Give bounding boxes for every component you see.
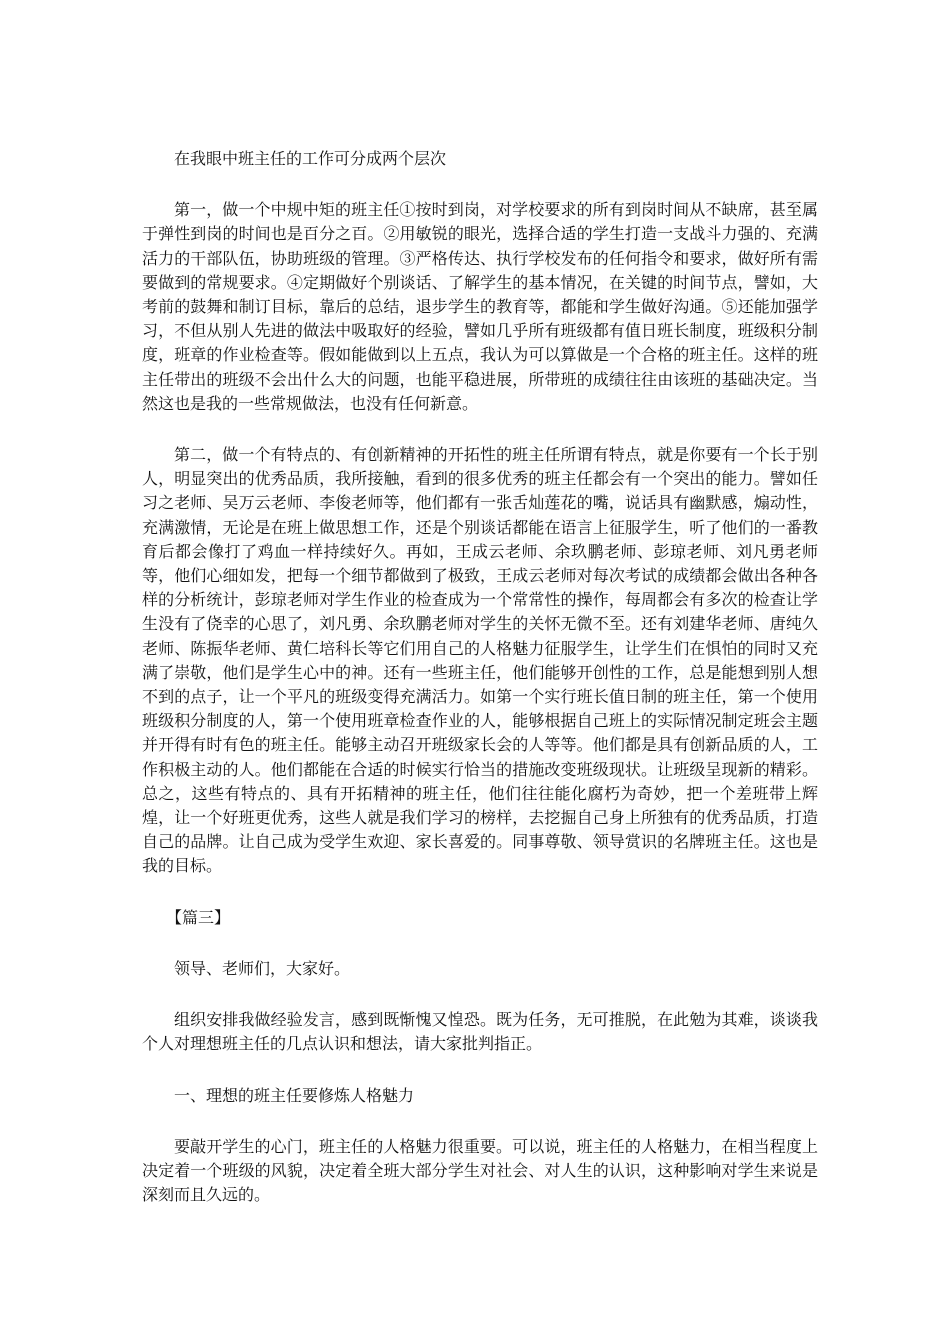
paragraph: 组织安排我做经验发言，感到既惭愧又惶恐。既为任务，无可推脱，在此勉为其难，谈谈我个人对理想班主任的几点认识和想法，请大家批判指正。 bbox=[142, 1010, 818, 1054]
paragraph: 第二，做一个有特点的、有创新精神的开拓性的班主任所谓有特点，就是你要有一个长于别人，明显突出的优秀品质，我所接触，看到的很多优秀的班主任都会有一个突出的能力。譬如任习之老师、吴万云老师、李俊老师等，他们都有一张舌灿莲花的嘴，说话具有幽默感，煽动性，充满激情，无论是在班上做思想工作，还是个别谈话都能在语言上征服学生，听了他们的一番教育后都会像打了鸡血一样持续好久。再如，王成云老师、余玖鹏老师、彭琼老师、刘凡勇老师等，他们心细如发，把每一个细节都做到了极致，王成云老师对每次考试的成绩都会做出各种各样的分析统计，彭琼老师对学生作业的检查成为一个常常性的操作，每周都会有多次的检查让学生没有了侥幸的心思了，刘凡勇、余玖鹏老师对学生的关怀无微不至。还有刘建华老师、唐纯久老师、陈振华老师、黄仁培科长等它们用自己的人格魅力征服学生，让学生们在惧怕的同时又充满了崇敬，他们是学生心中的神。还有一些班主任，他们能够开创性的工作，总是能想到别人想不到的点子，让一个平凡的班级变得充满活力。如第一个实行班长值日制的班主任，第一个使用班级积分制度的人，第一个使用班章检查作业的人，能够根据自己班上的实际情况制定班会主题并开得有时有色的班主任。能够主动召开班级家长会的人等等。他们都是具有创新品质的人，工作积极主动的人。他们都能在合适的时候实行恰当的措施改变班级现状。让班级呈现新的精彩。总之，这些有特点的、具有开拓精神的班主任，他们往往能化腐朽为奇妙，把一个差班带上辉煌，让一个好班更优秀，这些人就是我们学习的榜样，去挖掘自己身上所独有的优秀品质，打造自己的品牌。让自己成为受学生欢迎、家长喜爱的。同事尊敬、领导赏识的名牌班主任。这也是我的目标。 bbox=[142, 445, 818, 876]
paragraph: 要敲开学生的心门，班主任的人格魅力很重要。可以说，班主任的人格魅力，在相当程度上决定着一个班级的风貌，决定着全班大部分学生对社会、对人生的认识，这种影响对学生来说是深刻而且久远的。 bbox=[142, 1136, 818, 1205]
greeting-line: 领导、老师们，大家好。 bbox=[174, 958, 351, 978]
section-heading: 一、理想的班主任要修炼人格魅力 bbox=[174, 1085, 415, 1105]
document-page bbox=[142, 147, 818, 1234]
section-tag: 【篇三】 bbox=[166, 907, 231, 927]
paragraph: 第一，做一个中规中矩的班主任①按时到岗，对学校要求的所有到岗时间从不缺席，甚至属于弹性到岗的时间也是百分之百。②用敏锐的眼光，选择合适的学生打造一支战斗力强的、充满活力的干部队伍，协助班级的管理。③严格传达、执行学校发布的任何指令和要求，做好所有需要做到的常规要求。④定期做好个别谈话、了解学生的基本情况，在关键的时间节点，譬如，大考前的鼓舞和制订目标，靠后的总结，退步学生的教育等，都能和学生做好沟通。⑤还能加强学习，不但从别人先进的做法中吸取好的经验，譬如几乎所有班级都有值日班长制度，班级积分制度，班章的作业检查等。假如能做到以上五点，我认为可以算做是一个合格的班主任。这样的班主任带出的班级不会出什么大的问题，也能平稳进展，所带班的成绩往往由该班的基础决定。当然这也是我的一些常规做法，也没有任何新意。 bbox=[142, 200, 818, 413]
section-heading: 在我眼中班主任的工作可分成两个层次 bbox=[174, 149, 447, 168]
